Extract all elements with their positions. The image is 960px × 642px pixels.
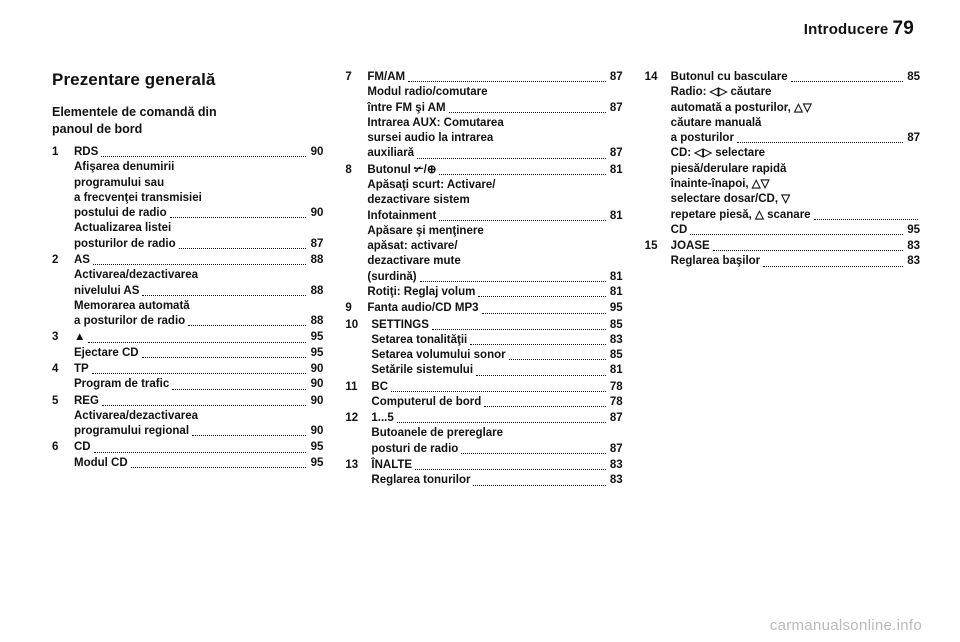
toc-line-label: a posturilor xyxy=(670,132,734,145)
toc-line[interactable] xyxy=(671,208,920,223)
section-title-line1: Elementele de comandă din xyxy=(52,105,217,119)
toc-line-page: 81 xyxy=(609,270,623,283)
toc-line[interactable] xyxy=(74,237,323,252)
section-title xyxy=(52,104,323,137)
toc-line[interactable] xyxy=(74,424,323,439)
toc-line-page: 95 xyxy=(310,456,324,469)
toc-leader-dots xyxy=(484,406,605,407)
toc-entry[interactable] xyxy=(345,318,622,379)
toc-entry-body xyxy=(74,145,323,252)
toc-line-label: Setarea tonalităţii xyxy=(371,333,468,346)
toc-leader-dots xyxy=(420,281,606,282)
toc-line[interactable] xyxy=(371,318,622,333)
toc-line-label: CD xyxy=(74,441,91,454)
toc-line-page: 95 xyxy=(907,223,920,236)
toc-line[interactable] xyxy=(74,330,323,345)
toc-line-label: ▲ xyxy=(74,331,86,344)
toc-leader-dots xyxy=(93,264,306,265)
toc-line-label: postului de radio xyxy=(74,207,167,220)
toc-leader-dots xyxy=(814,219,918,220)
toc-line-page: 90 xyxy=(310,425,324,438)
toc-line-label: Ejectare CD xyxy=(74,346,139,359)
toc-entry-body xyxy=(367,163,622,301)
toc-line[interactable] xyxy=(367,270,622,285)
toc-line-page: 85 xyxy=(609,318,623,331)
page-number: 79 xyxy=(892,18,914,39)
toc-line-label: (surdină) xyxy=(367,270,417,283)
toc-entry-number: 10 xyxy=(345,318,359,331)
toc-line-label: nivelului AS xyxy=(74,284,140,297)
toc-line-page: 78 xyxy=(609,380,623,393)
toc-leader-dots xyxy=(92,373,307,374)
toc-leader-dots xyxy=(439,174,605,175)
toc-leader-dots xyxy=(94,452,307,453)
toc-leader-dots xyxy=(192,435,306,436)
chapter-title: Prezentare generală xyxy=(52,70,216,89)
toc-line-label: 1...5 xyxy=(371,412,394,425)
toc-leader-dots xyxy=(170,217,307,218)
toc-line[interactable] xyxy=(671,70,920,85)
toc-line-page: 90 xyxy=(310,362,324,375)
toc-line-label: Modul CD xyxy=(74,456,128,469)
column-left xyxy=(52,70,323,602)
toc-line-page: 87 xyxy=(609,412,623,425)
toc-line-text: a frecvenţei transmisiei xyxy=(74,191,202,204)
toc-leader-dots xyxy=(188,325,306,326)
toc-line[interactable] xyxy=(371,348,622,363)
toc-line-label: AS xyxy=(74,253,90,266)
toc-line[interactable] xyxy=(74,440,323,455)
toc-line-label: posturi de radio xyxy=(371,442,459,455)
toc-line[interactable] xyxy=(367,146,622,161)
toc-leader-dots xyxy=(476,375,606,376)
toc-entry-body xyxy=(74,394,323,440)
toc-entry-number: 3 xyxy=(52,331,59,344)
toc-entry-body xyxy=(371,380,622,411)
toc-line-page: 95 xyxy=(609,302,623,315)
toc-line-page: 81 xyxy=(609,209,623,222)
toc-line-label: posturilor de radio xyxy=(74,237,176,250)
toc-line[interactable] xyxy=(74,456,323,471)
toc-line-page: 90 xyxy=(310,146,324,158)
toc-line[interactable] xyxy=(367,301,622,316)
toc-entry-body xyxy=(367,70,622,162)
toc-entry-body xyxy=(671,70,920,238)
toc-line-page: 83 xyxy=(609,333,623,346)
toc-line-label: Fanta audio/CD MP3 xyxy=(367,302,479,315)
toc-entry[interactable] xyxy=(52,145,323,252)
toc-line-label: FM/AM xyxy=(367,71,406,83)
toc-line-text: Butoanele de prereglare xyxy=(371,427,504,440)
toc-line-page: 87 xyxy=(310,237,324,250)
toc-line-label: între FM şi AM xyxy=(367,101,446,114)
toc-line[interactable] xyxy=(371,442,622,457)
toc-line-label: Infotainment xyxy=(367,209,437,222)
section-title-line2: panoul de bord xyxy=(52,121,143,136)
watermark: carmanualsonline.info xyxy=(769,617,922,634)
toc-line-page: 90 xyxy=(310,207,324,220)
toc-leader-dots xyxy=(391,391,606,392)
toc-line[interactable] xyxy=(74,314,323,329)
column-middle xyxy=(345,70,622,602)
toc-entry-number: 1 xyxy=(52,146,59,158)
toc-line-text: piesă/derulare rapidă xyxy=(670,162,787,175)
toc-entry-body xyxy=(371,318,622,379)
toc-entry-number: 13 xyxy=(345,459,359,472)
toc-line[interactable] xyxy=(671,223,920,238)
toc-line-page: 87 xyxy=(609,71,623,83)
toc-line-label: Butonul ✃/⊕ xyxy=(367,163,437,176)
toc-line-label: ÎNALTE xyxy=(371,459,413,472)
toc-line[interactable] xyxy=(371,411,622,426)
toc-line[interactable] xyxy=(74,145,323,160)
column-right xyxy=(645,70,920,602)
toc-line-label: programului regional xyxy=(74,425,190,438)
toc-entry-number: 9 xyxy=(345,302,352,315)
toc-line-page: 87 xyxy=(609,101,623,114)
toc-entry-body xyxy=(371,411,622,457)
toc-line[interactable] xyxy=(671,254,920,269)
toc-leader-dots xyxy=(397,422,606,423)
page-title: Introducere xyxy=(803,21,889,38)
toc-entries-left xyxy=(52,145,323,471)
toc-leader-dots xyxy=(439,220,605,221)
toc-line-page: 95 xyxy=(310,331,324,344)
toc-leader-dots xyxy=(101,156,306,157)
toc-line[interactable] xyxy=(371,363,622,378)
toc-leader-dots xyxy=(449,112,606,113)
toc-line-page: 85 xyxy=(609,349,623,362)
toc-line-page: 81 xyxy=(609,285,623,298)
toc-line[interactable] xyxy=(74,394,323,409)
toc-leader-dots xyxy=(461,453,605,454)
toc-leader-dots xyxy=(478,296,605,297)
toc-line-text: Apăsare şi menţinere xyxy=(367,224,484,237)
toc-entry[interactable] xyxy=(52,394,323,440)
toc-line[interactable] xyxy=(671,131,920,146)
toc-line-page: 88 xyxy=(310,284,324,297)
toc-line-text: sursei audio la intrarea xyxy=(367,132,494,145)
toc-line-label: TP xyxy=(74,362,89,375)
toc-line-text: automată a posturilor, △▽ xyxy=(670,101,812,114)
toc-line-page: 95 xyxy=(310,441,324,454)
toc-entry-number: 2 xyxy=(52,253,59,266)
toc-line-text: Intrarea AUX: Comutarea xyxy=(367,116,504,129)
toc-line[interactable] xyxy=(367,101,622,116)
toc-entry-number: 6 xyxy=(52,441,59,454)
toc-leader-dots xyxy=(763,266,903,267)
toc-entries-middle xyxy=(345,70,622,489)
toc-entry[interactable] xyxy=(52,253,323,329)
toc-leader-dots xyxy=(415,469,606,470)
toc-line[interactable] xyxy=(74,284,323,299)
toc-line-text: Activarea/dezactivarea xyxy=(74,269,199,282)
toc-line-page: 88 xyxy=(310,253,324,266)
toc-line-text: Radio: ◁▷ căutare xyxy=(670,86,772,99)
toc-leader-dots xyxy=(142,357,307,358)
toc-line-label: Program de trafic xyxy=(74,378,170,391)
toc-line-page: 81 xyxy=(609,364,623,377)
toc-line-label: Computerul de bord xyxy=(371,395,482,408)
toc-line-label: Setarea volumului sonor xyxy=(371,349,506,362)
toc-line-text: Memorarea automată xyxy=(74,299,190,312)
toc-entry[interactable] xyxy=(345,411,622,457)
toc-line-text: Apăsaţi scurt: Activare/ xyxy=(367,178,496,191)
toc-entry[interactable] xyxy=(645,70,920,238)
toc-line-text: Actualizarea listei xyxy=(74,222,172,235)
toc-entry[interactable] xyxy=(52,440,323,471)
toc-line[interactable] xyxy=(74,362,323,377)
toc-leader-dots xyxy=(179,248,307,249)
toc-leader-dots xyxy=(482,313,606,314)
toc-entry[interactable] xyxy=(345,380,622,411)
toc-line-text: Activarea/dezactivarea xyxy=(74,409,199,422)
toc-line-page: 83 xyxy=(609,459,623,472)
toc-leader-dots xyxy=(88,342,306,343)
toc-entry-body xyxy=(74,330,323,361)
toc-line[interactable] xyxy=(671,239,920,254)
toc-entry-body xyxy=(671,239,920,270)
toc-line-page: 85 xyxy=(907,71,920,83)
toc-entry[interactable] xyxy=(345,301,622,316)
toc-line-label: JOASE xyxy=(670,240,710,253)
toc-line[interactable] xyxy=(367,209,622,224)
toc-line-label: Rotiţi: Reglaj volum xyxy=(367,285,476,298)
toc-entry-body xyxy=(74,440,323,471)
toc-entry-number: 15 xyxy=(644,240,658,253)
toc-line-page: 81 xyxy=(609,163,623,176)
toc-entry-body xyxy=(74,253,323,329)
toc-entry-body xyxy=(367,301,622,316)
toc-line[interactable] xyxy=(371,473,622,488)
toc-line-text: Modul radio/comutare xyxy=(367,86,488,99)
toc-line-text: programului sau xyxy=(74,176,165,189)
toc-leader-dots xyxy=(470,344,605,345)
toc-entry-number: 4 xyxy=(52,362,59,375)
toc-line-label: Setările sistemului xyxy=(371,364,474,377)
toc-line-page: 83 xyxy=(907,240,920,253)
toc-entry[interactable] xyxy=(345,70,622,162)
toc-leader-dots xyxy=(102,405,306,406)
toc-line-label: REG xyxy=(74,394,99,407)
toc-line[interactable] xyxy=(367,70,622,85)
toc-line-label: Reglarea tonurilor xyxy=(371,474,471,487)
toc-line-label: Reglarea başilor xyxy=(670,255,761,268)
toc-line-page: 90 xyxy=(310,378,324,391)
toc-leader-dots xyxy=(713,250,903,251)
toc-line-page: 87 xyxy=(609,147,623,160)
toc-line-page: 90 xyxy=(310,394,324,407)
toc-line-text: selectare dosar/CD, ▽ xyxy=(670,193,791,206)
toc-line-page: 87 xyxy=(609,442,623,455)
toc-entry[interactable] xyxy=(52,330,323,361)
toc-leader-dots xyxy=(432,329,606,330)
toc-line[interactable] xyxy=(74,206,323,221)
toc-line[interactable] xyxy=(371,380,622,395)
toc-line[interactable] xyxy=(371,395,622,410)
toc-leader-dots xyxy=(131,467,307,468)
page-header xyxy=(0,18,914,40)
toc-line-page: 78 xyxy=(609,395,623,408)
toc-line-text: căutare manuală xyxy=(670,116,762,129)
toc-leader-dots xyxy=(172,389,306,390)
toc-line-label: BC xyxy=(371,380,389,393)
toc-line-label: auxiliară xyxy=(367,147,415,160)
toc-line[interactable] xyxy=(367,163,622,178)
toc-leader-dots xyxy=(417,158,606,159)
toc-line-label: RDS xyxy=(74,146,99,158)
toc-line[interactable] xyxy=(74,377,323,392)
toc-line-page: 87 xyxy=(907,132,920,145)
toc-line-text: apăsat: activare/ xyxy=(367,240,458,253)
toc-line-label: CD xyxy=(670,223,688,236)
toc-entries-right xyxy=(645,70,920,270)
toc-line[interactable] xyxy=(371,333,622,348)
toc-entry-number: 5 xyxy=(52,394,59,407)
toc-columns xyxy=(52,70,920,602)
toc-line-label: a posturilor de radio xyxy=(74,315,186,328)
toc-leader-dots xyxy=(509,359,606,360)
toc-entry[interactable] xyxy=(52,362,323,393)
toc-entry-number: 11 xyxy=(345,380,358,393)
toc-entry[interactable] xyxy=(345,163,622,301)
toc-leader-dots xyxy=(737,142,903,143)
toc-line-page: 83 xyxy=(907,255,920,268)
toc-line-text: dezactivare mute xyxy=(367,255,461,268)
toc-line-label: Butonul cu basculare xyxy=(670,71,788,83)
toc-entry-number: 12 xyxy=(345,412,359,425)
toc-line-text: dezactivare sistem xyxy=(367,194,470,207)
toc-line-page: 83 xyxy=(609,474,623,487)
toc-line[interactable] xyxy=(74,253,323,268)
toc-entry[interactable] xyxy=(645,239,920,270)
toc-line-text: Afişarea denumirii xyxy=(74,161,175,174)
toc-line[interactable] xyxy=(74,346,323,361)
toc-line-text: înainte-înapoi, △▽ xyxy=(670,177,770,190)
toc-entry-number: 14 xyxy=(644,71,658,83)
toc-leader-dots xyxy=(142,295,306,296)
toc-leader-dots xyxy=(690,234,903,235)
toc-line[interactable] xyxy=(367,285,622,300)
toc-line[interactable] xyxy=(371,458,622,473)
toc-entry-number: 7 xyxy=(345,71,352,83)
toc-leader-dots xyxy=(791,81,903,82)
toc-entry-body xyxy=(74,362,323,393)
toc-line-label: SETTINGS xyxy=(371,318,429,331)
toc-leader-dots xyxy=(408,81,606,82)
toc-line-page: 88 xyxy=(310,315,324,328)
toc-line-text: CD: ◁▷ selectare xyxy=(670,147,766,160)
toc-entry-body xyxy=(371,458,622,489)
toc-entry-number: 8 xyxy=(345,163,352,176)
toc-line-page: 95 xyxy=(310,346,324,359)
toc-entry[interactable] xyxy=(345,458,622,489)
toc-leader-dots xyxy=(473,485,605,486)
toc-line-label: repetare piesă, △ scanare xyxy=(670,208,811,221)
